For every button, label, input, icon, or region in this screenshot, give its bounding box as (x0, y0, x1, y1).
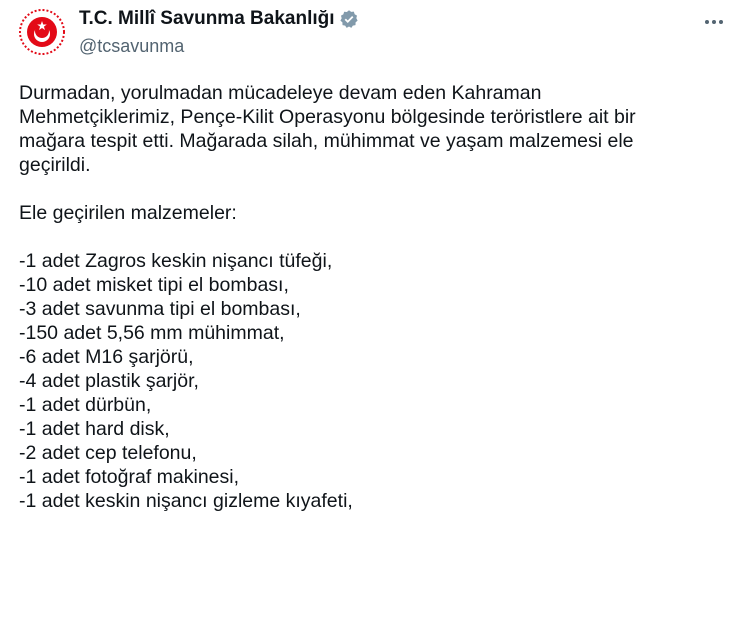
more-dots-icon (704, 17, 724, 27)
tweet-line: -1 adet fotoğraf makinesi, (19, 466, 240, 488)
tweet-line: -1 adet Zagros keskin nişancı tüfeği, (19, 250, 333, 272)
tweet-line: Ele geçirilen malzemeler: (19, 202, 237, 224)
tweet-line: Durmadan, yorulmadan mücadeleye devam eden Kahraman (19, 82, 542, 104)
author-handle[interactable]: @tcsavunma (79, 36, 185, 56)
more-options-button[interactable] (704, 14, 724, 24)
tweet-line: -150 adet 5,56 mm mühimmat, (19, 322, 285, 344)
author-name[interactable] (79, 8, 359, 30)
tweet-line: -1 adet dürbün, (19, 394, 152, 416)
tweet-line: -6 adet M16 şarjörü, (19, 346, 194, 368)
verified-badge-icon (339, 9, 359, 29)
tweet-line: -4 adet plastik şarjör, (19, 370, 199, 392)
tweet-line: Mehmetçiklerimiz, Pençe-Kilit Operasyonu bölgesinde teröristlere ait bir (19, 106, 636, 128)
tweet-line (19, 177, 719, 201)
msb-emblem-icon (18, 8, 66, 56)
tweet-line: -1 adet hard disk, (19, 418, 170, 440)
tweet-line: geçirildi. (19, 154, 91, 176)
tweet-line: -10 adet misket tipi el bombası, (19, 274, 289, 296)
tweet-line: -2 adet cep telefonu, (19, 442, 197, 464)
tweet-line (19, 225, 719, 249)
author-name-text: T.C. Millî Savunma Bakanlığı (79, 8, 335, 29)
tweet-line: -1 adet keskin nişancı gizleme kıyafeti, (19, 490, 353, 512)
tweet-text (19, 81, 719, 513)
tweet-line: -3 adet savunma tipi el bombası, (19, 298, 301, 320)
avatar[interactable] (18, 8, 66, 56)
tweet-line: mağara tespit etti. Mağarada silah, mühimmat ve yaşam malzemesi ele (19, 130, 634, 152)
